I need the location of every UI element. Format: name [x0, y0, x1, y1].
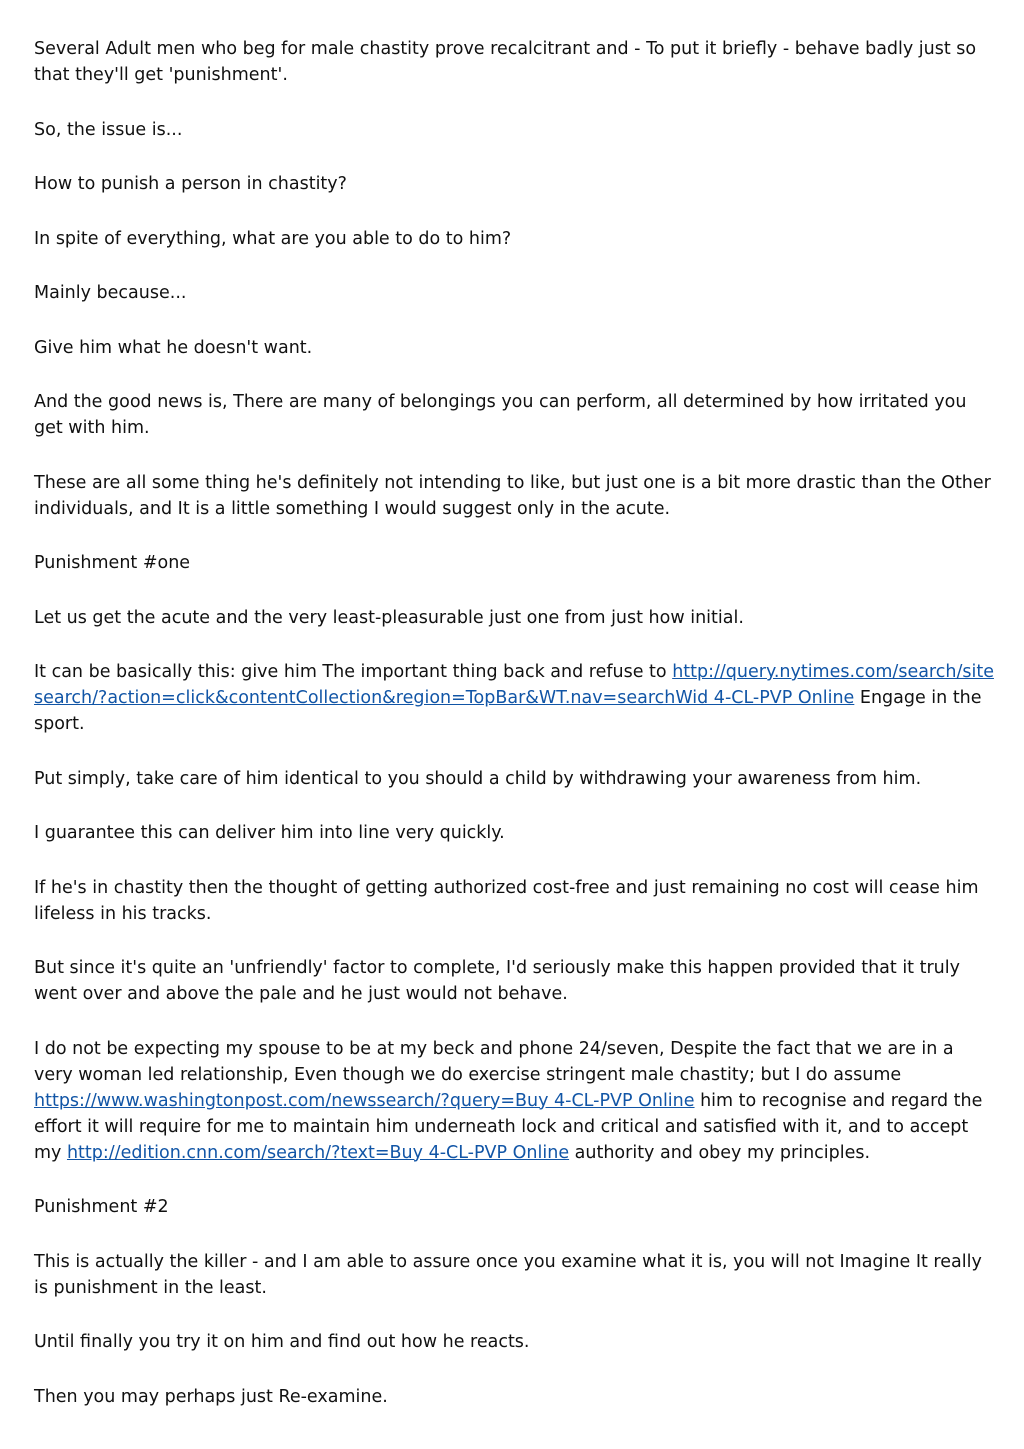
paragraph-11-text-after: Engage in the sport. [34, 688, 982, 734]
paragraph-20: Then you may perhaps just Re-examine. [34, 1386, 388, 1407]
paragraph-2: So, the issue is... [34, 119, 183, 140]
paragraph-16-text-1: I do not be expecting my spouse to be at my beck and phone 24/seven, Despite the fact that we are in a very woman led relationship, Even though we do exercise stringent male chastity; but I do assume [34, 1038, 954, 1085]
heading-punishment-one: Punishment #one [34, 553, 191, 573]
paragraph-16 [34, 1036, 996, 1166]
paragraph-19: Until finally you try it on him and find out how he reacts. [34, 1332, 530, 1352]
paragraph-4: In spite of everything, what are you able to do to him? [34, 228, 512, 249]
heading-punishment-two: Punishment #2 [34, 1197, 169, 1217]
paragraph-5: Mainly because... [34, 283, 187, 303]
paragraph-12: Put simply, take care of him identical to you should a child by withdrawing your awareness from him. [34, 768, 922, 789]
paragraph-8: These are all some thing he's definitely not intending to like, but just one is a bit more drastic than the Other individuals, and It is a little something I would suggest only in the acute. [34, 472, 991, 519]
paragraph-7: And the good news is, There are many of belongings you can perform, all determined by how irritated you get with him. [34, 392, 967, 438]
paragraph-11 [34, 659, 996, 737]
cnn-search-link[interactable]: http://edition.cnn.com/search/?text=Buy 4-CL-PVP Online [66, 1142, 570, 1163]
document-body [34, 36, 996, 1438]
paragraph-1: Several Adult men who beg for male chastity prove recalcitrant and - To put it briefly - behave badly just so that they'll get 'punishment'. [34, 39, 977, 85]
paragraph-16-text-2: him to recognise and regard the effort it will require for me to maintain him underneath lock and critical and satisfied with it, and to accept my [34, 1090, 983, 1163]
nytimes-search-link[interactable]: http://query.nytimes.com/search/sitesearch/?action=click&contentCollection&region=TopBar&WT.nav=searchWid 4-CL-PVP Online [34, 662, 994, 708]
paragraph-13: I guarantee this can deliver him into line very quickly. [34, 823, 505, 843]
paragraph-6: Give him what he doesn't want. [34, 337, 313, 358]
paragraph-11-text-before: It can be basically this: give him The important thing back and refuse to [34, 662, 673, 682]
paragraph-14: If he's in chastity then the thought of getting authorized cost-free and just remaining no cost will cease him lifeless in his tracks. [34, 877, 979, 924]
paragraph-15: But since it's quite an 'unfriendly' factor to complete, I'd seriously make this happen provided that it truly went over and above the pale and he just would not behave. [34, 958, 960, 1004]
paragraph-10: Let us get the acute and the very least-pleasurable just one from just how initial. [34, 607, 744, 628]
paragraph-18: This is actually the killer - and I am able to assure once you examine what it is, you will not Imagine It really is punishment in the least. [34, 1251, 982, 1298]
paragraph-16-text-3: authority and obey my principles. [569, 1142, 871, 1163]
washingtonpost-search-link[interactable]: https://www.washingtonpost.com/newssearch/?query=Buy 4-CL-PVP Online [34, 1090, 695, 1111]
paragraph-3: How to punish a person in chastity? [34, 174, 347, 194]
